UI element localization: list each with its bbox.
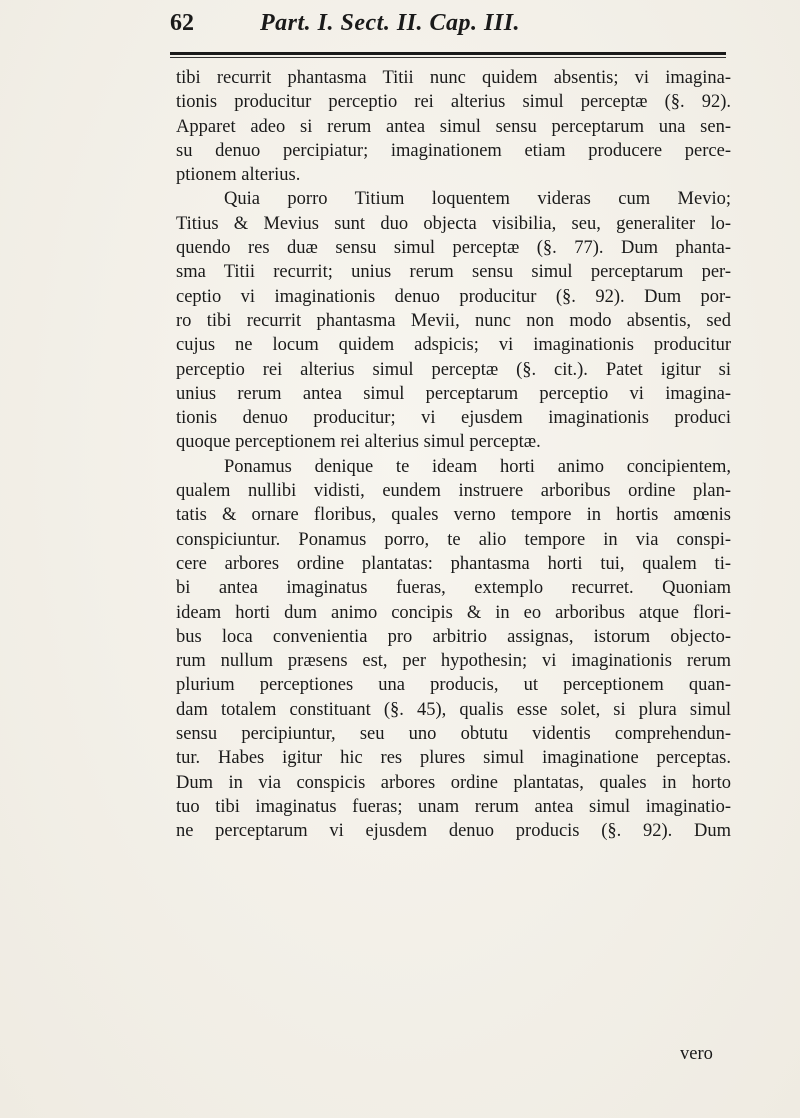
- text-line: bus loca convenientia pro arbitrio assignas, istorum objecto-: [176, 626, 731, 647]
- text-line: bi antea imaginatus fueras, extemplo recurret. Quoniam: [176, 578, 731, 599]
- page-number: 62: [170, 10, 194, 36]
- text-line: cere arbores ordine plantatas: phantasma horti tui, qualem ti-: [176, 553, 731, 574]
- text-line: Apparet adeo si rerum antea simul sensu perceptarum una sen-: [176, 116, 731, 137]
- text-line: ne perceptarum vi ejusdem denuo producis (§. 92). Dum: [176, 821, 731, 842]
- text-line: Dum in via conspicis arbores ordine plantatas, quales in horto: [176, 772, 731, 793]
- paragraph-3: [176, 455, 731, 844]
- text-line: dam totalem constituant (§. 45), qualis esse solet, si plura simul: [176, 699, 731, 720]
- text-line: su denuo percipiatur; imaginationem etiam producere perce-: [176, 140, 731, 161]
- text-line: cujus ne locum quidem adspicis; vi imaginationis producitur: [176, 335, 731, 356]
- text-line: sensu percipiuntur, seu uno obtutu videntis comprehendun-: [176, 724, 731, 745]
- text-line: tibi recurrit phantasma Titii nunc quidem absentis; vi imagina-: [176, 68, 731, 88]
- text-line: quoque perceptionem rei alterius simul perceptæ.: [176, 432, 541, 453]
- text-line: tionis producitur perceptio rei alterius simul perceptæ (§. 92).: [176, 92, 731, 113]
- text-line: rum nullum præsens est, per hypothesin; vi imaginationis rerum: [176, 651, 731, 672]
- text-line: ro tibi recurrit phantasma Mevii, nunc non modo absentis, sed: [176, 310, 731, 331]
- paragraph-2: [176, 187, 731, 454]
- text-line: Quia porro Titium loquentem videras cum Mevio;: [224, 189, 731, 210]
- text-line: ceptio vi imaginationis denuo producitur (§. 92). Dum por-: [176, 286, 731, 307]
- text-line: ideam horti dum animo concipis & in eo arboribus atque flori-: [176, 602, 731, 623]
- running-title: Part. I. Sect. II. Cap. III.: [260, 10, 521, 36]
- text-line: quendo res duæ sensu simul perceptæ (§. 77). Dum phanta-: [176, 238, 731, 259]
- text-line: tionis denuo producitur; vi ejusdem imaginationis produci: [176, 408, 731, 429]
- text-line: conspiciuntur. Ponamus porro, te alio tempore in via conspi-: [176, 529, 731, 550]
- header-rule: [170, 52, 726, 55]
- text-line: plurium perceptiones una producis, ut perceptionem quan-: [176, 675, 731, 696]
- text-line: unius rerum antea simul perceptarum perceptio vi imagina-: [176, 383, 731, 404]
- text-line: qualem nullibi vidisti, eundem instruere arboribus ordine plan-: [176, 481, 731, 502]
- body-text: [176, 66, 731, 844]
- text-line: sma Titii recurrit; unius rerum sensu simul perceptarum per-: [176, 262, 731, 283]
- catchword: vero: [680, 1044, 713, 1064]
- text-line: Titius & Mevius sunt duo objecta visibilia, seu, generaliter lo-: [176, 213, 731, 234]
- paragraph-1: [176, 66, 731, 187]
- header-rule-thin: [170, 57, 726, 58]
- running-head: [170, 10, 730, 54]
- text-line: Ponamus denique te ideam horti animo concipientem,: [224, 456, 731, 477]
- text-line: tuo tibi imaginatus fueras; unam rerum antea simul imaginatio-: [176, 796, 731, 817]
- text-line: ptionem alterius.: [176, 165, 301, 186]
- text-line: tur. Habes igitur hic res plures simul imaginatione perceptas.: [176, 748, 731, 769]
- text-line: tatis & ornare floribus, quales verno tempore in hortis amœnis: [176, 505, 731, 526]
- text-line: perceptio rei alterius simul perceptæ (§. cit.). Patet igitur si: [176, 359, 731, 380]
